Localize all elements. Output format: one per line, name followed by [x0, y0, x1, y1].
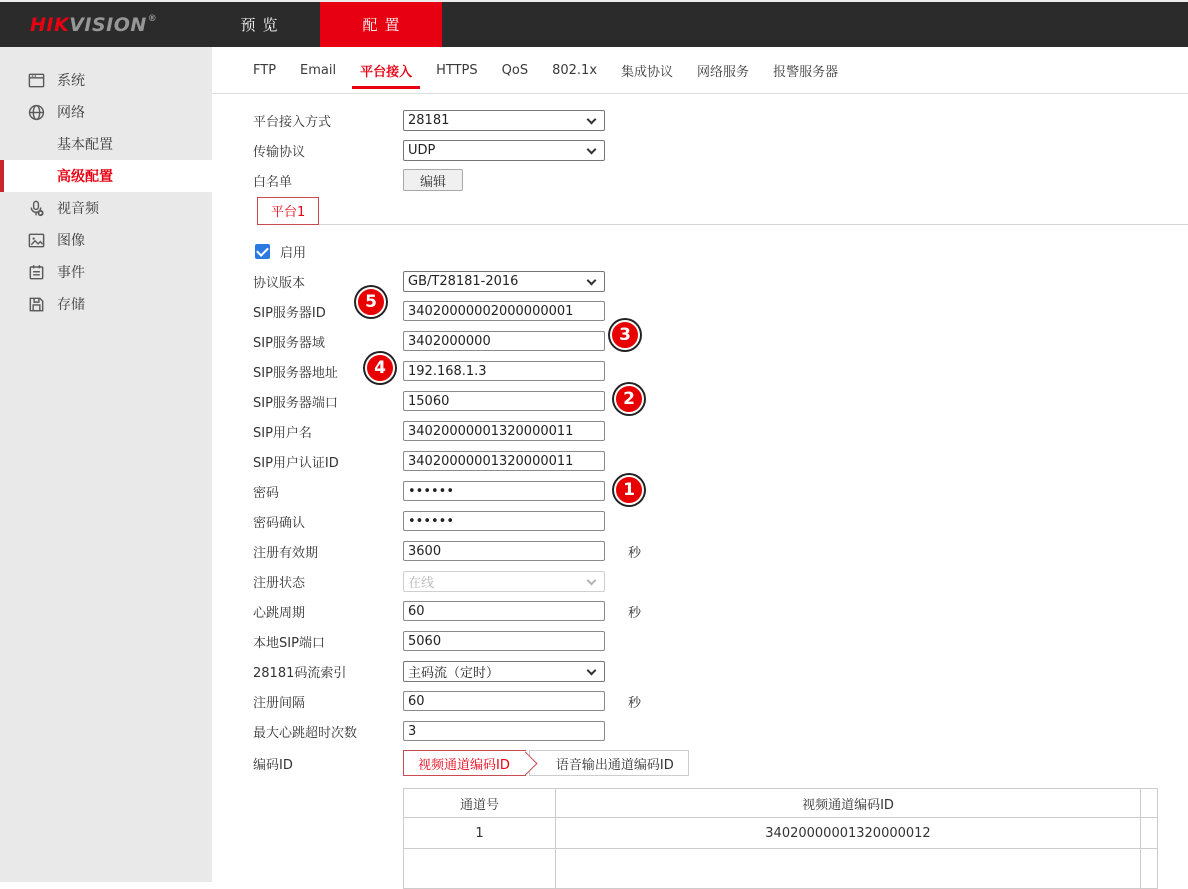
field-whitelist	[253, 165, 1188, 195]
tab-network-service[interactable]: 网络服务	[697, 64, 750, 80]
select-value: 在线	[408, 575, 435, 591]
tab-qos[interactable]: QoS	[501, 62, 529, 78]
sip-server-address-label: SIP服务器地址	[253, 365, 338, 381]
field-registration-status	[253, 566, 1188, 596]
protocol-version-label: 协议版本	[253, 275, 306, 291]
password-confirm-label: 密码确认	[253, 515, 306, 531]
field-sip-server-port	[253, 386, 1188, 416]
transport-protocol-label: 传输协议	[253, 144, 306, 160]
tab-email[interactable]: Email	[300, 62, 337, 78]
max-heartbeat-timeouts-input[interactable]	[403, 721, 605, 741]
sidebar-item-label: 高级配置	[57, 169, 113, 185]
sidebar-item-label: 基本配置	[57, 137, 113, 153]
field-local-sip-port	[253, 626, 1188, 656]
field-platform-access-mode	[253, 105, 1188, 135]
sidebar-item-image[interactable]	[0, 224, 212, 256]
tab-platform-access[interactable]: 平台接入	[348, 47, 424, 94]
transport-protocol-select[interactable]	[403, 140, 605, 161]
top-navigation	[198, 2, 442, 47]
sidebar-item-video-audio[interactable]	[0, 192, 212, 224]
callout-badge-2: 2	[614, 384, 644, 414]
select-value: UDP	[408, 142, 436, 158]
channel-number-cell: 1	[404, 818, 556, 849]
field-protocol-version	[253, 266, 1188, 296]
main-content	[212, 47, 1188, 882]
channel-encoding-table	[403, 788, 1158, 889]
password-label: 密码	[253, 485, 280, 501]
field-registration-validity	[253, 536, 1188, 566]
encoding-id-tabs	[403, 750, 689, 776]
local-sip-port-label: 本地SIP端口	[253, 635, 325, 651]
microphone-icon	[27, 198, 47, 218]
logo-registered-mark: ®	[147, 13, 158, 24]
chevron-down-icon	[587, 665, 597, 675]
stream-index-select[interactable]	[403, 661, 605, 682]
tab-ftp[interactable]: FTP	[253, 62, 277, 78]
field-sip-auth-id	[253, 446, 1188, 476]
video-encoding-id-header: 视频通道编码ID	[556, 789, 1141, 818]
settings-tab-strip	[212, 47, 1188, 94]
callout-badge-5: 5	[356, 287, 386, 317]
select-value: 主码流（定时）	[408, 665, 500, 681]
heartbeat-interval-input[interactable]	[403, 601, 605, 621]
callout-badge-4: 4	[365, 353, 395, 383]
field-password	[253, 476, 1188, 506]
platform-access-mode-select[interactable]	[403, 110, 605, 131]
registration-status-label: 注册状态	[253, 575, 306, 591]
sidebar-item-label: 系统	[57, 73, 85, 89]
spacer-header	[1141, 789, 1158, 818]
sip-server-domain-input[interactable]	[403, 331, 605, 351]
enable-label: 启用	[280, 245, 307, 261]
field-registration-interval	[253, 686, 1188, 716]
sidebar-item-label: 视音频	[57, 201, 99, 217]
logo-hik: HIK	[30, 13, 70, 36]
sidebar-item-system[interactable]	[0, 64, 212, 96]
sip-username-input[interactable]	[403, 421, 605, 441]
field-sip-username	[253, 416, 1188, 446]
tab-8021x[interactable]: 802.1x	[552, 62, 598, 78]
tab-integration-protocol[interactable]: 集成协议	[621, 64, 674, 80]
seconds-unit: 秒	[628, 605, 642, 621]
network-globe-icon	[27, 102, 47, 122]
top-bar	[0, 0, 1188, 47]
max-heartbeat-timeouts-label: 最大心跳超时次数	[253, 725, 358, 741]
registration-validity-input[interactable]	[403, 541, 605, 561]
storage-disk-icon	[27, 294, 47, 314]
password-input[interactable]	[403, 481, 605, 501]
spacer-cell	[1141, 849, 1158, 889]
table-row[interactable]	[404, 849, 1158, 889]
sidebar-item-advanced-config[interactable]	[0, 160, 212, 192]
registration-interval-input[interactable]	[403, 691, 605, 711]
sip-auth-id-label: SIP用户认证ID	[253, 455, 339, 471]
channel-number-header: 通道号	[404, 789, 556, 818]
sidebar-item-event[interactable]	[0, 256, 212, 288]
field-sip-server-id	[253, 296, 1188, 326]
stream-index-label: 28181码流索引	[253, 665, 347, 681]
sip-server-port-label: SIP服务器端口	[253, 395, 338, 411]
platform-1-tab[interactable]: 平台1	[257, 197, 319, 225]
protocol-version-select[interactable]	[403, 271, 605, 292]
tab-audio-output-channel-encoding-id[interactable]: 语音输出通道编码ID	[529, 750, 689, 776]
select-value: 28181	[408, 112, 450, 128]
image-icon	[27, 230, 47, 250]
event-calendar-icon	[27, 262, 47, 282]
chevron-down-icon	[587, 144, 597, 154]
hikvision-logo	[30, 2, 157, 47]
encoding-id-label: 编码ID	[253, 757, 293, 773]
tab-video-channel-encoding-id[interactable]: 视频通道编码ID	[403, 750, 526, 776]
sip-username-label: SIP用户名	[253, 425, 312, 441]
whitelist-label: 白名单	[253, 174, 293, 190]
table-row[interactable]	[404, 818, 1158, 849]
callout-badge-1: 1	[614, 475, 644, 505]
nav-tab-preview[interactable]: 预览	[240, 16, 285, 34]
tab-alarm-server[interactable]: 报警服务器	[773, 64, 839, 80]
sidebar-item-basic-config[interactable]	[0, 128, 212, 160]
sip-server-domain-label: SIP服务器域	[253, 335, 325, 351]
platform-access-form	[212, 94, 1188, 889]
registration-status-select	[403, 571, 605, 592]
sip-server-address-input[interactable]	[403, 361, 605, 381]
field-28181-stream-index	[253, 656, 1188, 686]
field-password-confirm	[253, 506, 1188, 536]
chevron-down-icon	[587, 275, 597, 285]
registration-interval-label: 注册间隔	[253, 695, 306, 711]
field-heartbeat-interval	[253, 596, 1188, 626]
channel-number-cell	[404, 849, 556, 889]
video-encoding-id-cell	[556, 849, 1141, 889]
tab-https[interactable]: HTTPS	[436, 62, 478, 78]
spacer-cell	[1141, 818, 1158, 849]
sip-server-port-input[interactable]	[403, 391, 605, 411]
sidebar-item-label: 图像	[57, 233, 85, 249]
platform-tab-row	[253, 201, 1188, 225]
seconds-unit: 秒	[628, 545, 642, 561]
whitelist-edit-button[interactable]: 编辑	[403, 169, 463, 191]
sip-server-id-input[interactable]	[403, 301, 605, 321]
seconds-unit: 秒	[628, 695, 642, 711]
sip-server-id-label: SIP服务器ID	[253, 305, 326, 321]
field-transport-protocol	[253, 135, 1188, 165]
platform-tab-divider	[319, 224, 1188, 225]
field-sip-server-domain	[253, 326, 1188, 356]
platform-access-mode-label: 平台接入方式	[253, 114, 332, 130]
chevron-down-icon	[587, 575, 597, 585]
sidebar-item-storage[interactable]	[0, 288, 212, 320]
sidebar-item-label: 事件	[57, 265, 85, 281]
sip-auth-id-input[interactable]	[403, 451, 605, 471]
system-window-icon	[27, 70, 47, 90]
local-sip-port-input[interactable]	[403, 631, 605, 651]
nav-tab-configuration[interactable]: 配置	[320, 2, 442, 47]
callout-badge-3: 3	[610, 320, 640, 350]
enable-checkbox[interactable]	[255, 244, 270, 259]
video-encoding-id-cell: 34020000001320000012	[556, 818, 1141, 849]
select-value: GB/T28181-2016	[408, 273, 519, 289]
registration-validity-label: 注册有效期	[253, 545, 319, 561]
table-header-row	[404, 789, 1158, 818]
heartbeat-interval-label: 心跳周期	[253, 605, 306, 621]
sidebar-item-label: 存储	[57, 297, 85, 313]
field-enable	[253, 236, 1188, 266]
field-encoding-id	[253, 750, 1188, 776]
sidebar	[0, 47, 212, 882]
chevron-down-icon	[587, 114, 597, 124]
sidebar-item-label: 网络	[57, 105, 85, 121]
logo-vision: VISION	[69, 13, 147, 36]
password-confirm-input[interactable]	[403, 511, 605, 531]
field-max-heartbeat-timeouts	[253, 716, 1188, 746]
sidebar-item-network[interactable]	[0, 96, 212, 128]
